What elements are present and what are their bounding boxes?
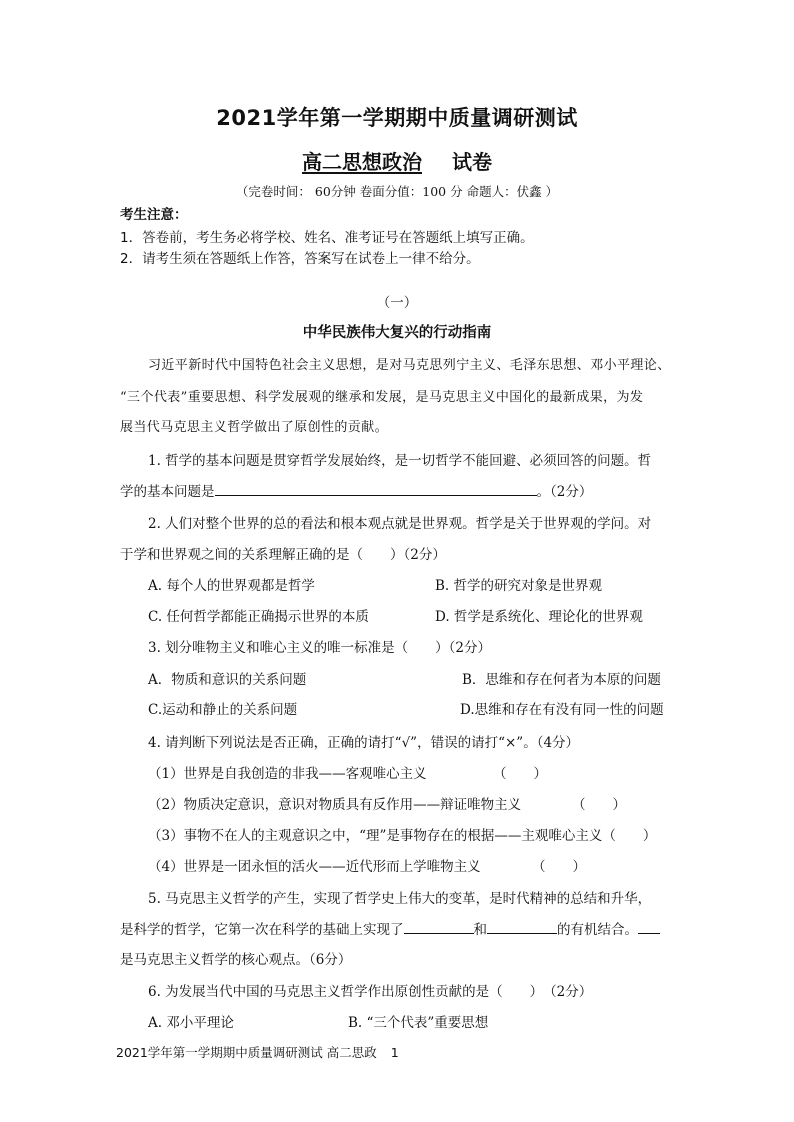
q6-option-b: B. “三个代表”重要思想 [348, 1015, 489, 1031]
q5-line-2 [120, 918, 660, 938]
q4-item-3: （3）事物不在人的主观意识之中，“理”是事物存在的根据——主观唯心主义（ ） [148, 828, 657, 844]
section-title: 中华民族伟大复兴的行动指南 [302, 325, 492, 341]
q5-line-3: 是马克思主义哲学的核心观点。（6分） [120, 952, 352, 968]
q2-option-c: C. 任何哲学都能正确揭示世界的本质 [148, 609, 369, 625]
q5-blank-3[interactable] [638, 919, 660, 934]
q2-line-2: 于学和世界观之间的关系理解正确的是（ ）（2分） [120, 547, 446, 563]
paper-label: 试卷 [452, 150, 492, 174]
q2-option-b: B. 哲学的研究对象是世界观 [435, 578, 603, 594]
q3-option-d: D.思维和存在有没有同一性的问题 [460, 702, 664, 718]
q4-item-2: （2）物质决定意识，意识对物质具有反作用——辩证唯物主义 [148, 797, 522, 813]
q6-option-a: A. 邓小平理论 [148, 1015, 234, 1031]
q5-blank-1[interactable] [404, 919, 474, 934]
intro-line-1: 习近平新时代中国特色社会主义思想，是对马克思列宁主义、毛泽东思想、邓小平理论、 [148, 358, 671, 373]
q1-line-2 [120, 480, 592, 500]
footer-text: 2021学年第一学期期中质量调研测试 高二思政 [116, 1045, 377, 1060]
q4-item-2-answer[interactable]: （ ） [572, 797, 626, 813]
q1-prefix: 学的基本问题是 [120, 484, 215, 500]
q4-stem: 4. 请判断下列说法是否正确，正确的请打“√”，错误的请打“×”。（4分） [148, 735, 580, 751]
page-number: 1 [390, 1045, 399, 1060]
exam-title: 2021学年第一学期期中质量调研测试 [216, 106, 578, 130]
exam-meta: （完卷时间： 60分钟 卷面分值：100 分 命题人：伏鑫 ） [235, 184, 559, 199]
q3-stem: 3. 划分唯物主义和唯心主义的唯一标准是（ ）（2分） [148, 640, 492, 656]
q1-suffix: 。（2分） [536, 484, 593, 500]
q5-text-a: 是科学的哲学，它第一次在科学的基础上实现了 [120, 922, 404, 938]
q4-item-4-answer[interactable]: （ ） [532, 859, 586, 875]
q6-stem: 6. 为发展当代中国的马克思主义哲学作出原创性贡献的是（ ） （2分） [148, 984, 593, 1000]
subject-name: 高二思想政治 [302, 150, 422, 174]
intro-line-2: “三个代表”重要思想、科学发展观的继承和发展，是马克思主义中国化的最新成果，为发 [120, 390, 644, 405]
q2-option-a: A. 每个人的世界观都是哲学 [148, 578, 315, 594]
q4-item-4: （4）世界是一团永恒的活火——近代形而上学唯物主义 [148, 859, 481, 875]
q4-item-1-answer[interactable]: （ ） [493, 766, 547, 782]
notice-item-2: 2．请考生须在答题纸上作答，答案写在试卷上一律不给分。 [120, 251, 480, 267]
q4-item-1: （1）世界是自我创造的非我——客观唯心主义 [148, 766, 427, 782]
q2-line-1: 2. 人们对整个世界的总的看法和根本观点就是世界观。哲学是关于世界观的学问。对 [148, 516, 652, 532]
page-footer [116, 1043, 399, 1061]
section-number: （一） [376, 295, 418, 311]
notice-heading: 考生注意： [120, 207, 188, 223]
q3-option-a: A．物质和意识的关系问题 [148, 672, 307, 688]
q1-answer-blank[interactable] [215, 481, 537, 496]
q5-text-b: 和 [473, 922, 487, 938]
q2-option-d: D. 哲学是系统化、理论化的世界观 [435, 609, 643, 625]
notice-item-1: 1．答卷前，考生务必将学校、姓名、准考证号在答题纸上填写正确。 [120, 230, 534, 246]
q5-text-c: 的有机结合。 [557, 922, 638, 938]
q5-line-1: 5. 马克思主义哲学的产生，实现了哲学史上伟大的变革，是时代精神的总结和升华， [148, 891, 652, 907]
q1-line-1: 1. 哲学的基本问题是贯穿哲学发展始终，是一切哲学不能回避、必须回答的问题。哲 [148, 453, 652, 469]
q5-blank-2[interactable] [487, 919, 557, 934]
q3-option-b: B．思维和存在何者为本原的问题 [462, 672, 661, 688]
exam-subtitle [0, 146, 794, 175]
q3-option-c: C.运动和静止的关系问题 [148, 702, 298, 718]
intro-line-3: 展当代马克思主义哲学做出了原创性的贡献。 [120, 420, 389, 435]
